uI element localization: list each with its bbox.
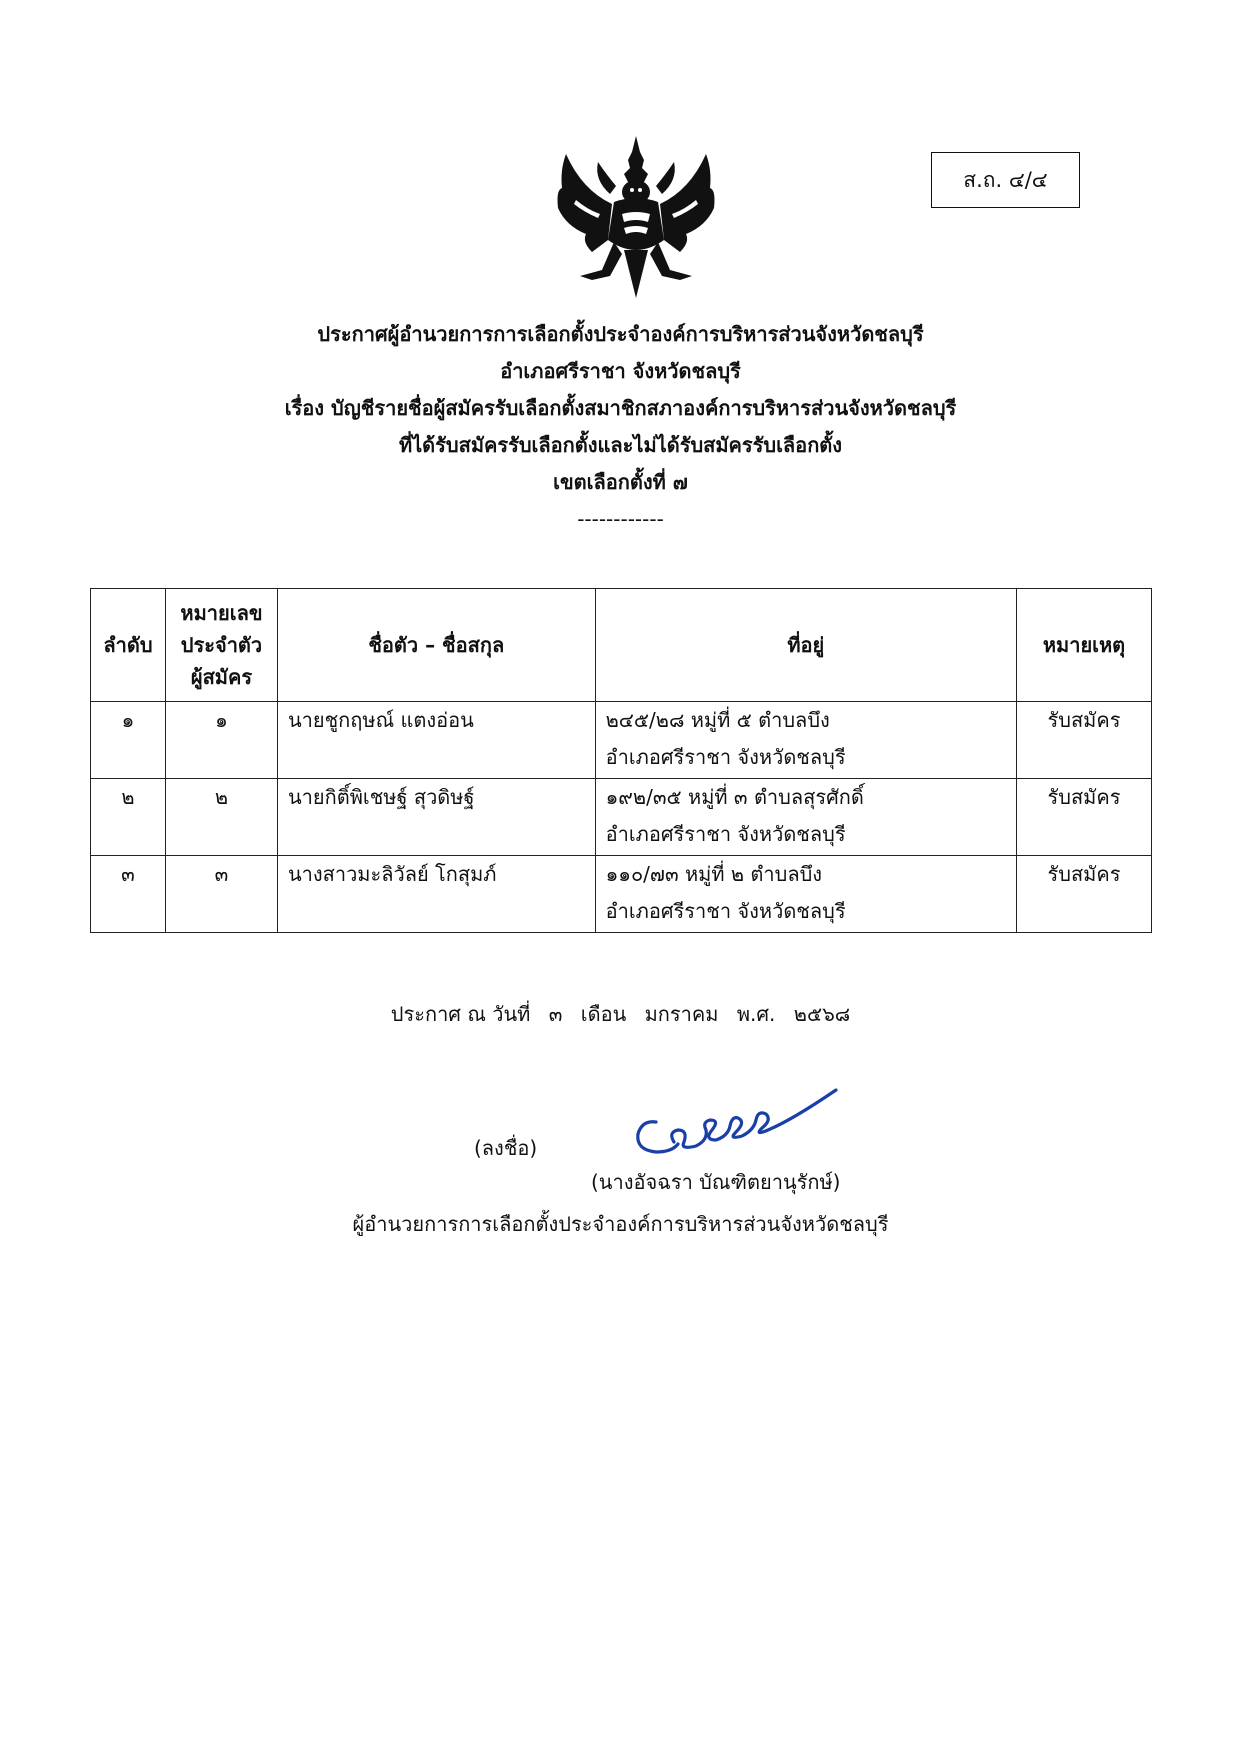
row-number: ๓ — [165, 856, 277, 933]
row-remark: รับสมัคร — [1017, 779, 1152, 856]
document-heading — [0, 316, 1241, 538]
col-number-header-line-2: ประจำตัว — [180, 633, 263, 657]
row-number: ๒ — [165, 779, 277, 856]
row-address-line-1: ๑๑๐/๗๓ หมู่ที่ ๒ ตำบลบึง — [605, 862, 823, 886]
table-row — [91, 856, 1152, 933]
row-remark: รับสมัคร — [1017, 856, 1152, 933]
heading-line-3: เรื่อง บัญชีรายชื่อผู้สมัครรับเลือกตั้งสมาชิกสภาองค์การบริหารส่วนจังหวัดชลบุรี — [284, 396, 957, 420]
col-name-header: ชื่อตัว – ชื่อสกุล — [277, 589, 595, 702]
col-number-header — [165, 589, 277, 702]
row-address-line-2: อำเภอศรีราชา จังหวัดชลบุรี — [605, 745, 846, 769]
row-address-line-2: อำเภอศรีราชา จังหวัดชลบุรี — [605, 899, 846, 923]
row-order: ๓ — [91, 856, 166, 933]
announcement-month: มกราคม — [644, 1002, 719, 1026]
signature-label: (ลงชื่อ) — [474, 1136, 538, 1160]
garuda-emblem-icon — [552, 130, 720, 300]
row-address-line-1: ๑๙๒/๓๕ หมู่ที่ ๓ ตำบลสุรศักดิ์ — [605, 785, 864, 809]
heading-line-5: เขตเลือกตั้งที่ ๗ — [553, 470, 688, 494]
form-code: ส.ถ. ๔/๔ — [963, 167, 1048, 192]
row-name: นางสาวมะลิวัลย์ โกสุมภ์ — [277, 856, 595, 933]
announcement-prefix: ประกาศ ณ วันที่ — [390, 1002, 531, 1026]
table-row — [91, 779, 1152, 856]
heading-divider: ------------ — [577, 507, 664, 531]
heading-line-2: อำเภอศรีราชา จังหวัดชลบุรี — [500, 359, 741, 383]
row-number: ๑ — [165, 702, 277, 779]
table-header-row — [91, 589, 1152, 702]
candidate-table — [90, 588, 1152, 933]
announcement-month-label: เดือน — [580, 1002, 627, 1026]
col-number-header-line-1: หมายเลข — [180, 601, 263, 625]
handwritten-signature — [612, 1070, 842, 1170]
row-name: นายกิติ์พิเชษฐ์ สุวดิษฐ์ — [277, 779, 595, 856]
row-address — [595, 779, 1016, 856]
heading-line-4: ที่ได้รับสมัครรับเลือกตั้งและไม่ได้รับสมัครรับเลือกตั้ง — [398, 433, 843, 457]
row-order: ๑ — [91, 702, 166, 779]
row-order: ๒ — [91, 779, 166, 856]
row-address-line-1: ๒๔๕/๒๘ หมู่ที่ ๕ ตำบลบึง — [605, 708, 830, 732]
announcement-year: ๒๕๖๘ — [793, 1002, 851, 1026]
heading-line-1: ประกาศผู้อำนวยการการเลือกตั้งประจำองค์การบริหารส่วนจังหวัดชลบุรี — [317, 322, 924, 346]
announcement-date-line — [0, 998, 1241, 1030]
row-address — [595, 856, 1016, 933]
table-row — [91, 702, 1152, 779]
form-code-box — [931, 152, 1080, 208]
col-address-header: ที่อยู่ — [595, 589, 1016, 702]
announcement-day: ๓ — [548, 1002, 563, 1026]
row-remark: รับสมัคร — [1017, 702, 1152, 779]
signer-title: ผู้อำนวยการการเลือกตั้งประจำองค์การบริหารส่วนจังหวัดชลบุรี — [352, 1212, 889, 1236]
signer-name: (นางอัจฉรา บัณฑิตยานุรักษ์) — [591, 1170, 841, 1194]
announcement-year-label: พ.ศ. — [736, 1002, 776, 1026]
col-remark-header: หมายเหตุ — [1017, 589, 1152, 702]
row-address-line-2: อำเภอศรีราชา จังหวัดชลบุรี — [605, 822, 846, 846]
row-address — [595, 702, 1016, 779]
col-number-header-line-3: ผู้สมัคร — [190, 665, 253, 689]
col-order-header: ลำดับ — [91, 589, 166, 702]
row-name: นายชูกฤษณ์ แตงอ่อน — [277, 702, 595, 779]
